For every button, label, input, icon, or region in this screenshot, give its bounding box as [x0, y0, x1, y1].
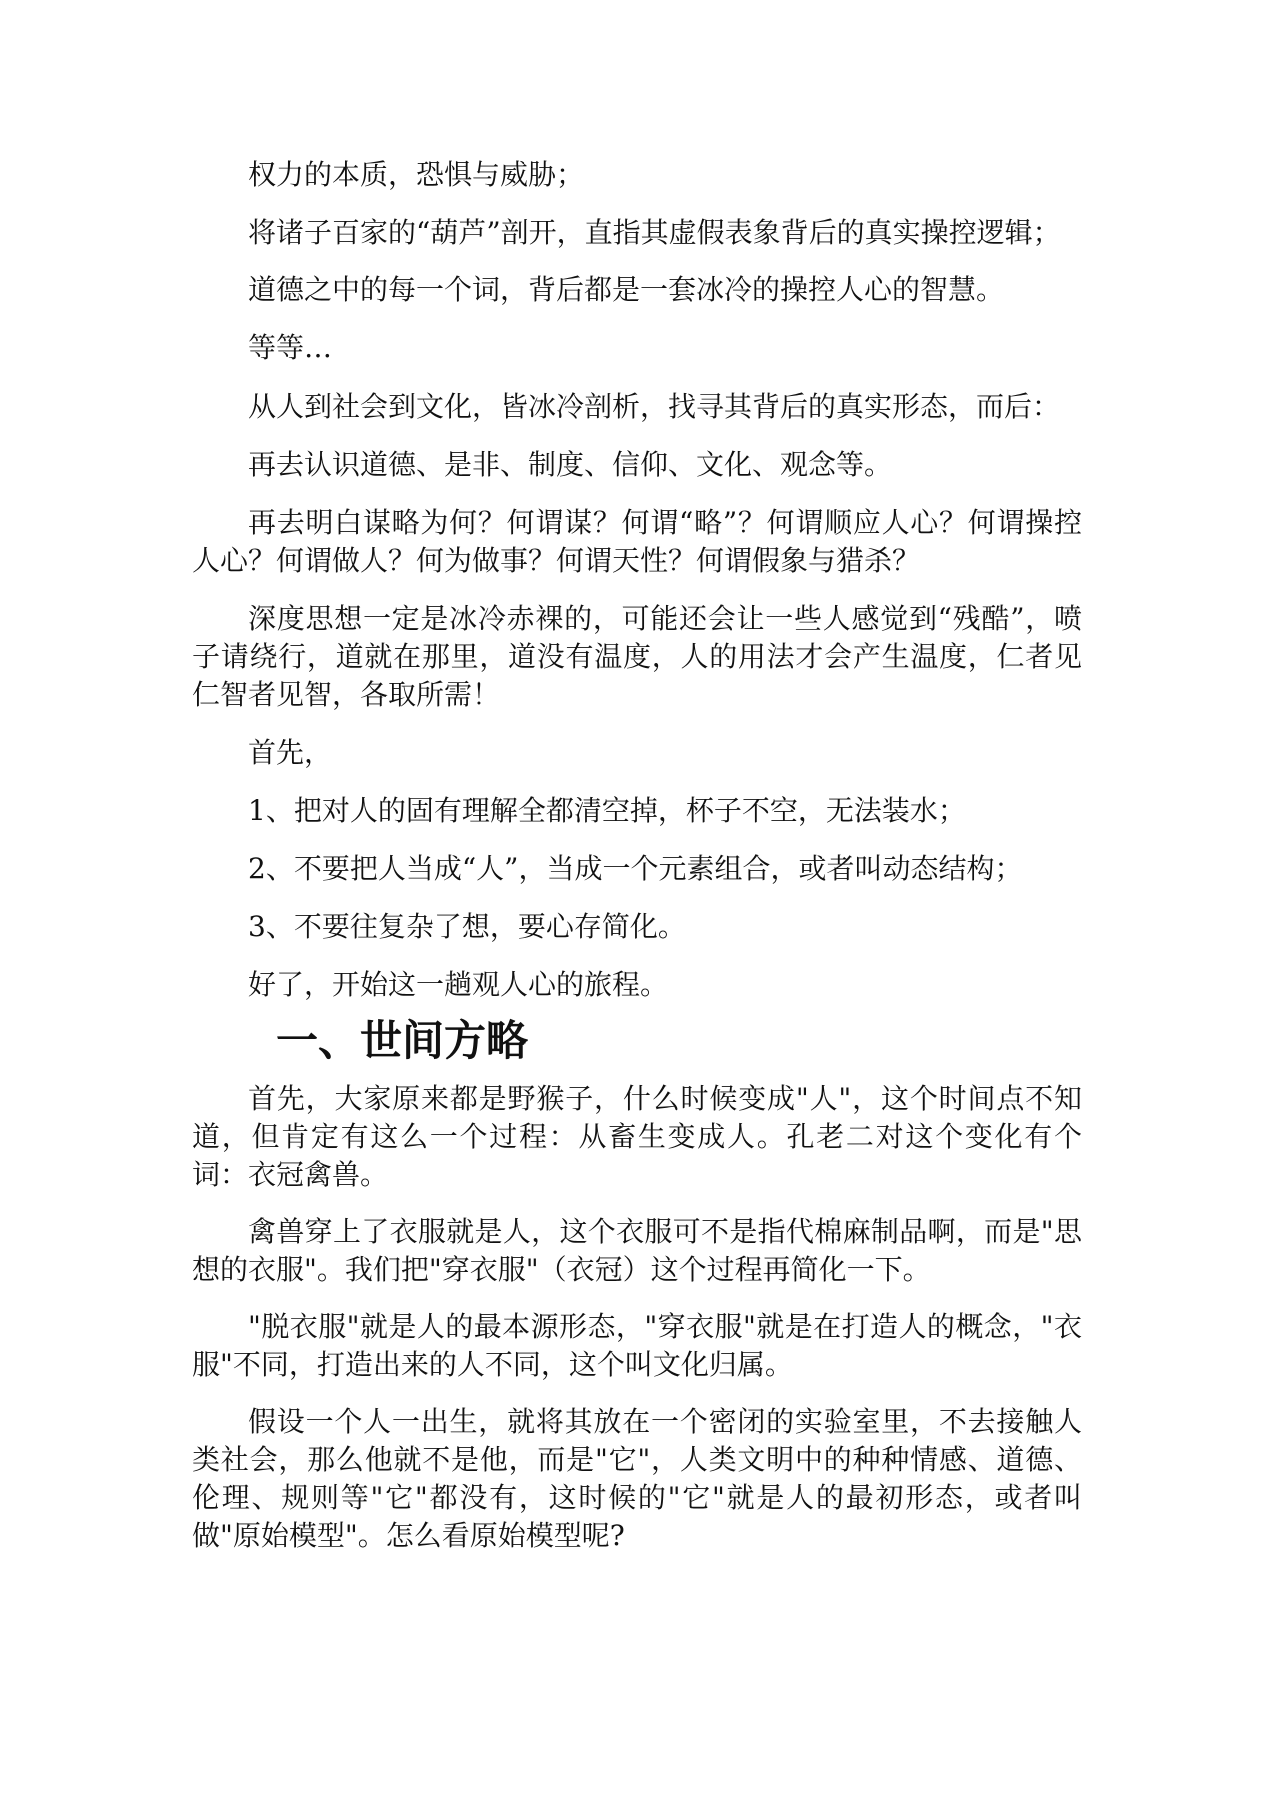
paragraph: 将诸子百家的“葫芦”剖开，直指其虚假表象背后的真实操控逻辑； — [248, 216, 1061, 249]
paragraph: "脱衣服"就是人的最本源形态，"穿衣服"就是在打造人的概念，"衣服"不同，打造出来的人不同，这个叫文化归属。 — [192, 1310, 1082, 1381]
paragraph: 禽兽穿上了衣服就是人，这个衣服可不是指代棉麻制品啊，而是"思想的衣服"。我们把"穿衣服"（衣冠）这个过程再简化一下。 — [192, 1215, 1082, 1286]
body-text — [192, 156, 1082, 1555]
paragraph: 1、把对人的固有理解全都清空掉，杯子不空，无法装水； — [248, 794, 966, 827]
paragraph: 再去认识道德、是非、制度、信仰、文化、观念等。 — [248, 448, 893, 481]
paragraph: 首先， — [248, 736, 333, 769]
paragraph: 等等… — [248, 331, 333, 364]
paragraph: 2、不要把人当成“人”，当成一个元素组合，或者叫动态结构； — [248, 852, 1023, 885]
section-heading: 一、世间方略 — [276, 1016, 529, 1065]
paragraph: 道德之中的每一个词，背后都是一套冰冷的操控人心的智慧。 — [248, 273, 1005, 306]
paragraph: 好了，开始这一趟观人心的旅程。 — [248, 968, 669, 1001]
paragraph: 再去明白谋略为何？何谓谋？何谓“略”？何谓顺应人心？何谓操控人心？何谓做人？何为做事？何谓天性？何谓假象与猎杀？ — [192, 506, 1082, 577]
paragraph: 首先，大家原来都是野猴子，什么时候变成"人"，这个时间点不知道，但肯定有这么一个过程：从畜生变成人。孔老二对这个变化有个词：衣冠禽兽。 — [192, 1082, 1082, 1191]
paragraph: 3、不要往复杂了想，要心存简化。 — [248, 910, 686, 943]
paragraph: 深度思想一定是冰冷赤裸的，可能还会让一些人感觉到“残酷”，喷子请绕行，道就在那里，道没有温度，人的用法才会产生温度，仁者见仁智者见智，各取所需！ — [192, 602, 1082, 711]
paragraph: 假设一个人一出生，就将其放在一个密闭的实验室里，不去接触人类社会，那么他就不是他，而是"它"，人类文明中的种种情感、道德、伦理、规则等"它"都没有，这时候的"它"就是人的最初形态，或者叫做"原始模型"。怎么看原始模型呢? — [192, 1405, 1082, 1552]
paragraph: 从人到社会到文化，皆冰冷剖析，找寻其背后的真实形态，而后： — [248, 390, 1061, 423]
paragraph: 权力的本质，恐惧与威胁； — [248, 158, 585, 191]
